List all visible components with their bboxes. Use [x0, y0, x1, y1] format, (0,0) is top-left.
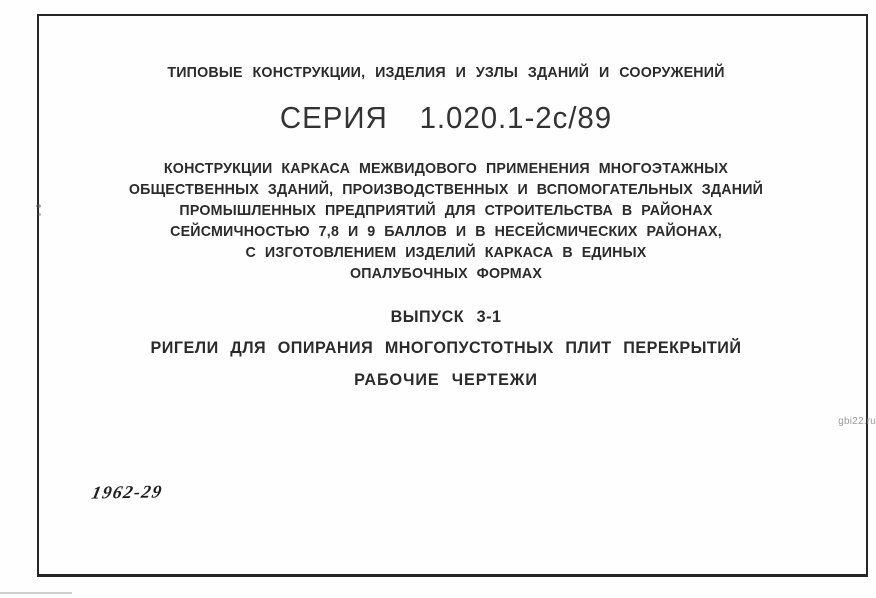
scan-speck	[38, 213, 41, 216]
series-title: СЕРИЯ 1.020.1-2с/89	[279, 100, 613, 135]
scan-edge-artifact	[0, 592, 72, 594]
description-line: КОНСТРУКЦИИ КАРКАСА МЕЖВИДОВОГО ПРИМЕНЕНИЯ МНОГОЭТАЖНЫХ	[163, 160, 729, 177]
description-line: ОПАЛУБОЧНЫХ ФОРМАХ	[349, 265, 543, 282]
subject-title: РИГЕЛИ ДЛЯ ОПИРАНИЯ МНОГОПУСТОТНЫХ ПЛИТ ПЕРЕКРЫТИЙ	[150, 338, 742, 357]
description-line: ПРОМЫШЛЕННЫХ ПРЕДПРИЯТИЙ ДЛЯ СТРОИТЕЛЬСТВА В РАЙОНАХ	[179, 202, 713, 219]
description-block	[47, 158, 845, 284]
description-line: С ИЗГОТОВЛЕНИЕМ ИЗДЕЛИЙ КАРКАСА В ЕДИНЫХ	[245, 244, 647, 261]
document-category-heading: ТИПОВЫЕ КОНСТРУКЦИИ, ИЗДЕЛИЯ И УЗЛЫ ЗДАНИЙ И СООРУЖЕНИЙ	[167, 64, 725, 81]
description-line: СЕЙСМИЧНОСТЬЮ 7,8 И 9 БАЛЛОВ И В НЕСЕЙСМИЧЕСКИХ РАЙОНАХ,	[170, 223, 722, 240]
handwritten-note: 1962-29	[90, 481, 165, 503]
issue-number-title: ВЫПУСК 3-1	[390, 307, 502, 326]
description-line: ОБЩЕСТВЕННЫХ ЗДАНИЙ, ПРОИЗВОДСТВЕННЫХ И ВСПОМОГАТЕЛЬНЫХ ЗДАНИЙ	[128, 181, 764, 198]
watermark-text: gbi22.ru	[838, 416, 876, 427]
scan-speck	[36, 204, 41, 208]
document-type-title: РАБОЧИЕ ЧЕРТЕЖИ	[354, 370, 538, 389]
